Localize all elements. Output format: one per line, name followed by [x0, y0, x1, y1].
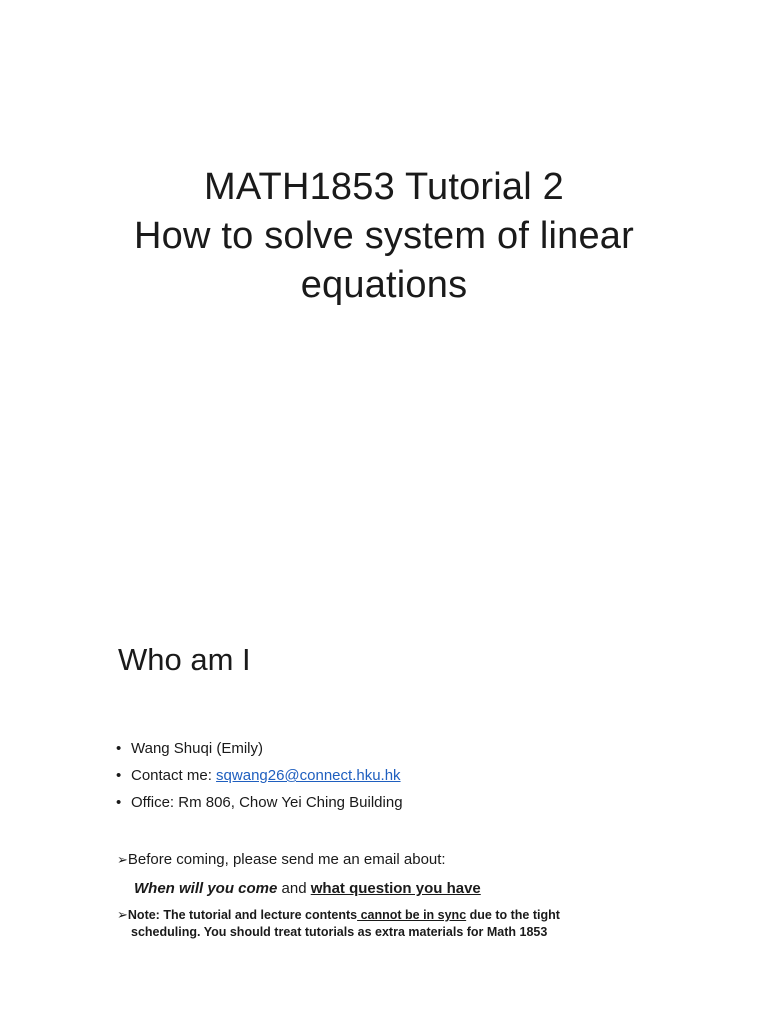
who-am-i-heading: Who am I: [118, 642, 251, 677]
contact-bullet-list: [116, 739, 403, 820]
title-line-1: MATH1853 Tutorial 2: [203, 166, 565, 208]
before-coming-line: [117, 851, 446, 868]
note-prefix: Note: The tutorial and lecture contents: [127, 908, 358, 922]
note-suffix: due to the tight: [466, 908, 560, 922]
when-text: When will you come: [134, 880, 278, 897]
before-coming-text: Before coming, please send me an email about:: [127, 851, 446, 868]
arrow-icon: ➢: [117, 852, 128, 867]
bullet-icon: •: [116, 767, 122, 784]
question-text: what question you have: [310, 880, 481, 897]
email-topics-line: [134, 880, 481, 897]
slide-title: [0, 163, 768, 310]
title-line-2: How to solve system of linear: [134, 215, 634, 257]
email-link[interactable]: sqwang26@connect.hku.hk: [216, 767, 401, 784]
name-text: Wang Shuqi (Emily): [131, 740, 263, 757]
note-paragraph: [117, 906, 637, 941]
bullet-icon: •: [116, 740, 122, 757]
office-text: Office: Rm 806, Chow Yei Ching Building: [131, 794, 403, 811]
list-item: [116, 793, 403, 820]
bullet-icon: •: [116, 794, 122, 811]
title-line-3: equations: [300, 264, 468, 306]
contact-label: Contact me:: [131, 767, 217, 784]
list-item: [116, 766, 403, 793]
note-underline: cannot be in sync: [357, 908, 467, 922]
note-line-2: scheduling. You should treat tutorials as extra materials for Math 1853: [131, 925, 548, 939]
list-item: [116, 739, 403, 766]
and-text: and: [277, 880, 311, 897]
arrow-icon: ➢: [117, 907, 128, 922]
